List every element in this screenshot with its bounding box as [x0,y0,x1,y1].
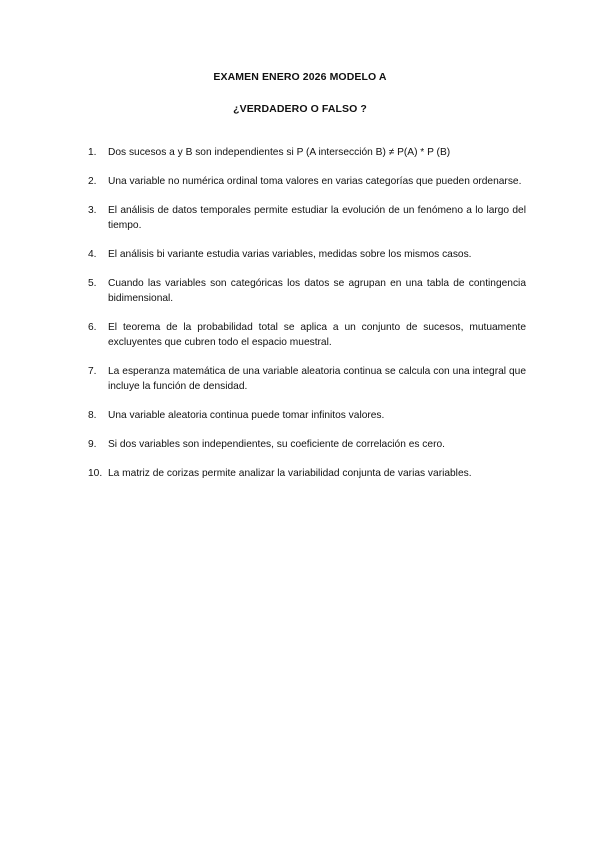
question-item [88,320,526,350]
question-item [88,408,526,423]
question-text: La matriz de corizas permite analizar la variabilidad conjunta de varias variables. [108,468,472,479]
question-number: 8. [88,410,97,421]
question-list [88,145,526,495]
question-number: 2. [88,176,97,187]
question-item [88,145,526,160]
question-item [88,276,526,306]
question-text: Cuando las variables son categóricas los datos se agrupan en una tabla de contingencia bidimensional. [108,278,526,304]
question-item [88,437,526,452]
question-text: El análisis de datos temporales permite estudiar la evolución de un fenómeno a lo largo del tiempo. [108,205,526,231]
question-text: Una variable aleatoria continua puede tomar infinitos valores. [108,410,385,421]
question-text: El análisis bi variante estudia varias variables, medidas sobre los mismos casos. [108,249,472,260]
question-item [88,466,526,481]
question-item [88,174,526,189]
exam-subtitle: ¿VERDADERO O FALSO ? [233,103,367,115]
question-item [88,247,526,262]
question-number: 3. [88,205,97,216]
question-text: La esperanza matemática de una variable aleatoria continua se calcula con una integral que incluye la función de densidad. [108,366,526,392]
exam-title: EXAMEN ENERO 2026 MODELO A [213,71,387,83]
question-item [88,364,526,394]
question-text: El teorema de la probabilidad total se aplica a un conjunto de sucesos, mutuamente excluyentes que cubren todo el espacio muestral. [108,322,526,348]
question-item [88,203,526,233]
question-number: 9. [88,439,97,450]
question-number: 10. [88,468,103,479]
question-text: Si dos variables son independientes, su coeficiente de correlación es cero. [108,439,445,450]
question-number: 6. [88,322,97,333]
question-number: 7. [88,366,97,377]
question-text: Una variable no numérica ordinal toma valores en varias categorías que pueden ordenarse. [108,176,522,187]
question-text: Dos sucesos a y B son independientes si P (A intersección B) ≠ P(A) * P (B) [108,147,451,158]
question-number: 4. [88,249,97,260]
question-number: 5. [88,278,97,289]
question-number: 1. [88,147,97,158]
